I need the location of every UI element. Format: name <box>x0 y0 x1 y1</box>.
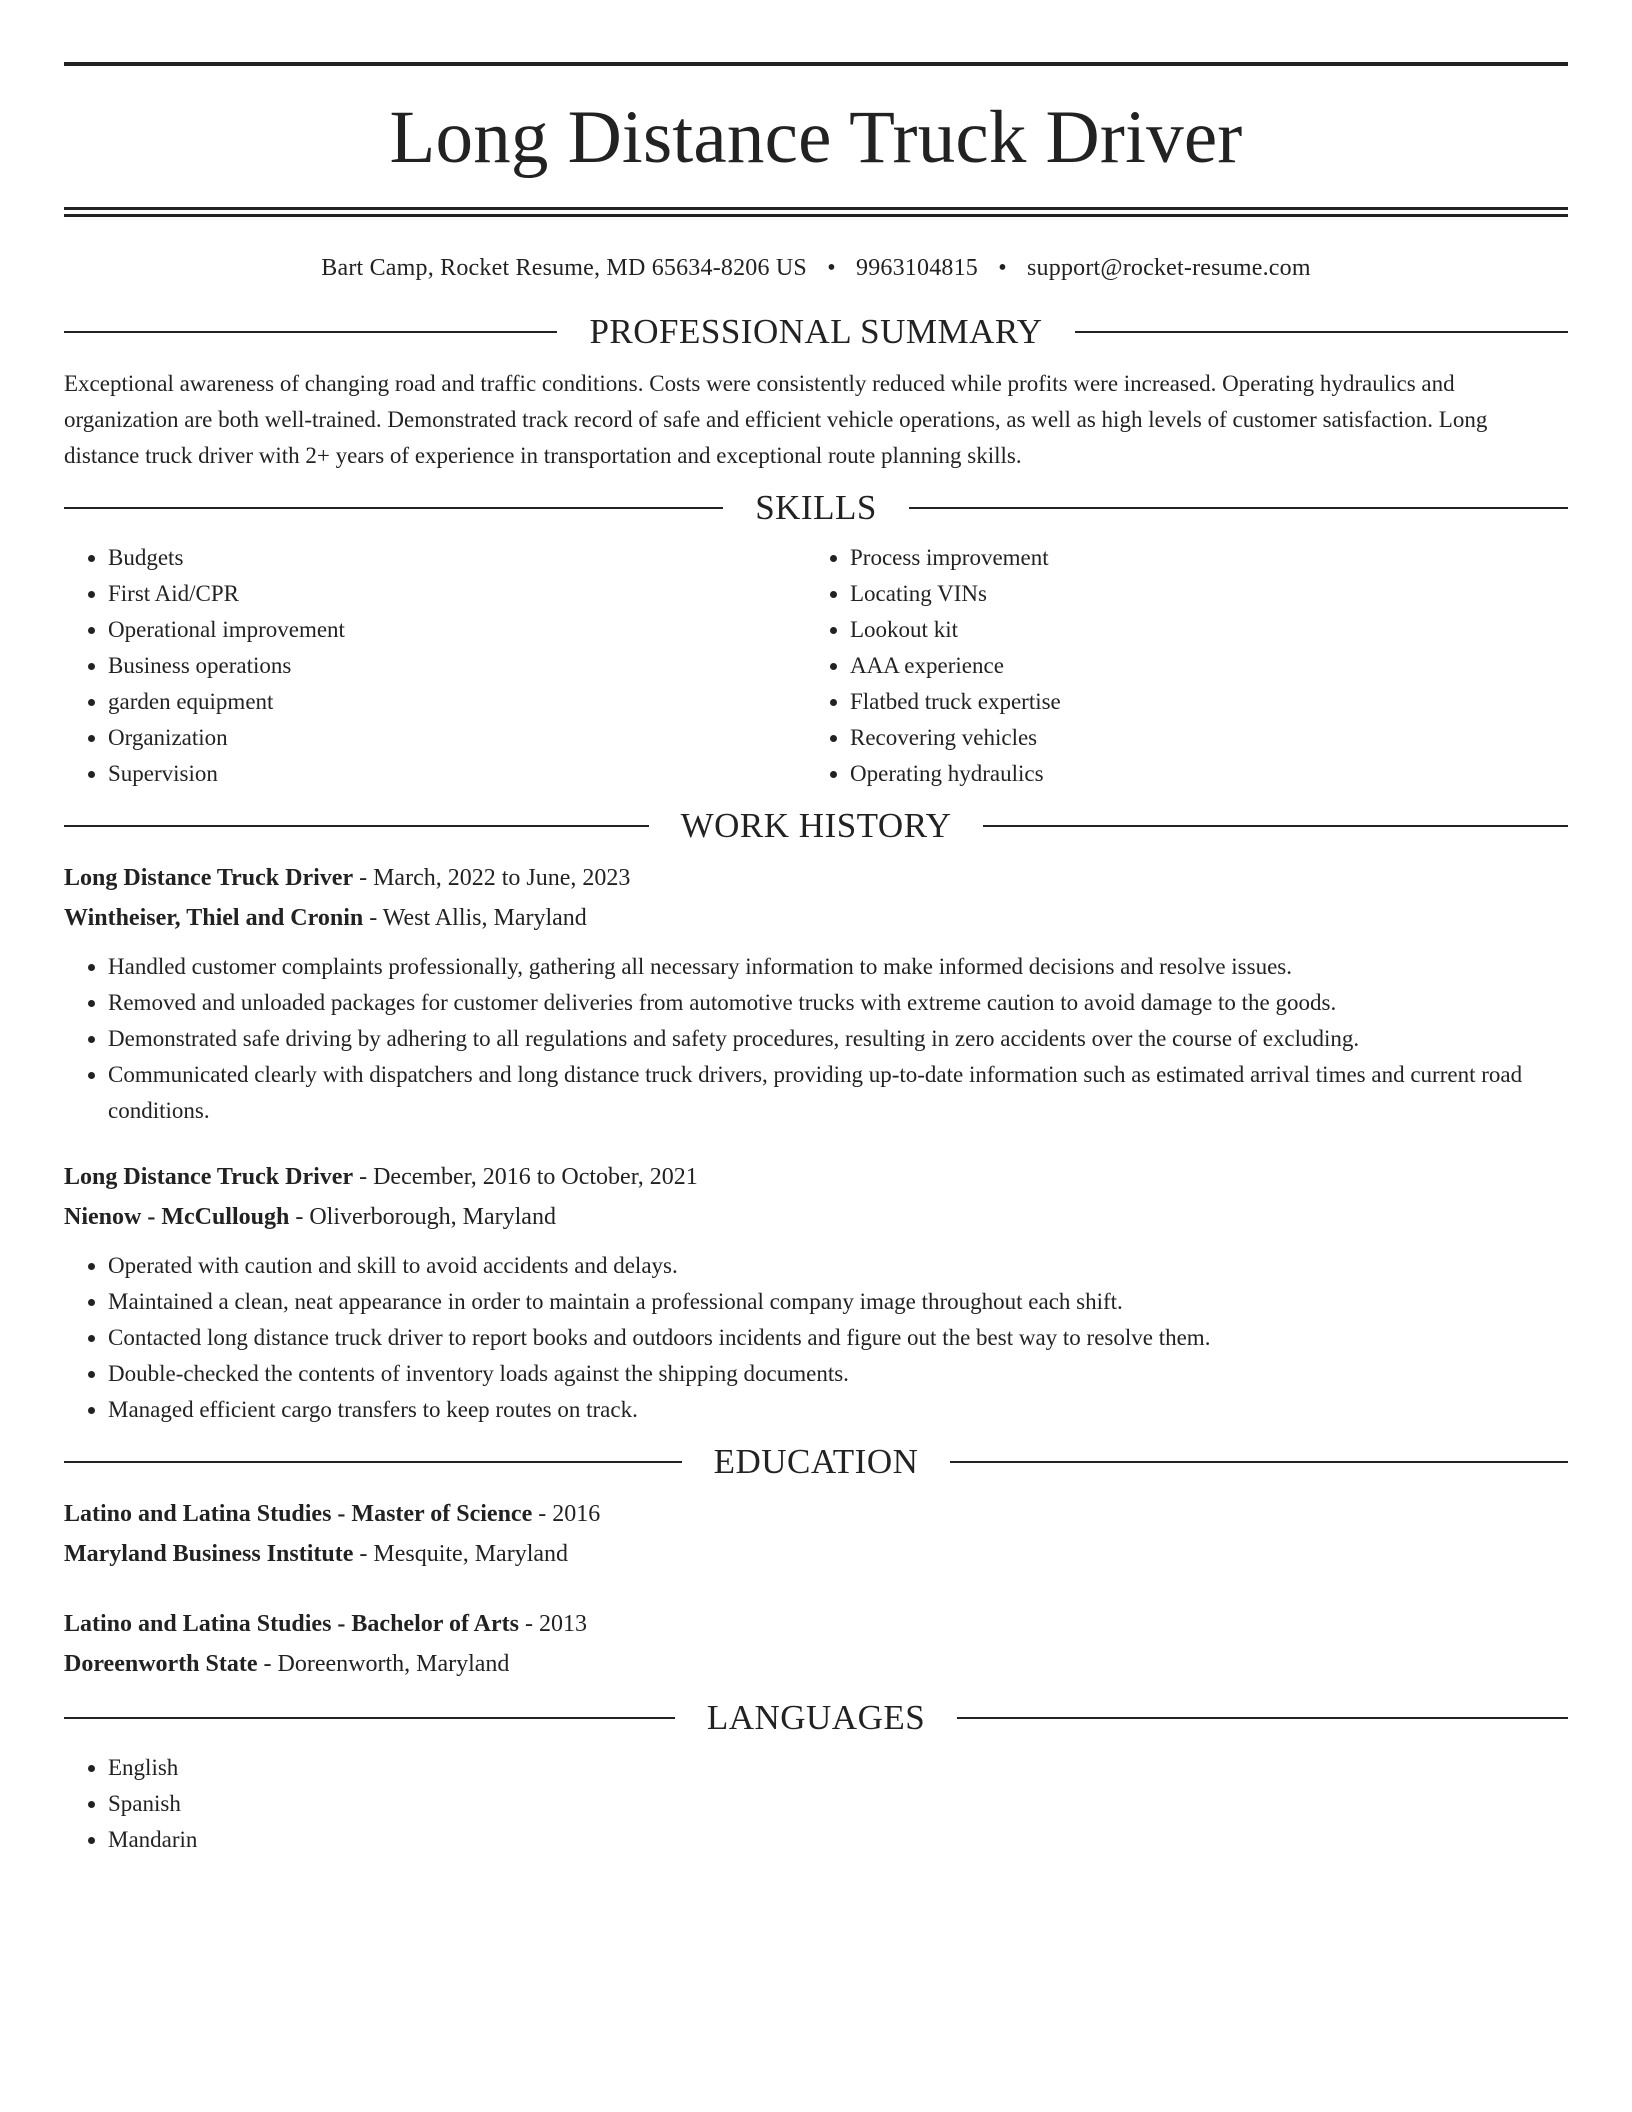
section-heading-languages <box>64 1698 1568 1738</box>
education-location: - Mesquite, Maryland <box>353 1541 569 1567</box>
skills-column-right <box>806 540 1548 792</box>
education-entry <box>64 1604 1568 1684</box>
section-heading-summary <box>64 312 1568 352</box>
job-company-line <box>64 898 1568 938</box>
education-school-line <box>64 1644 1568 1684</box>
skills-column-left <box>64 540 806 792</box>
job-company: Wintheiser, Thiel and Cronin <box>64 905 364 931</box>
skill-item: • Organization <box>108 720 806 756</box>
heading-rule <box>983 825 1568 827</box>
skills-grid <box>64 540 1568 792</box>
job-duty-item: • Handled customer complaints professionally, gathering all necessary information to make informed decisions and resolve issues. <box>108 949 1568 985</box>
skill-item: • Lookout kit <box>850 612 1548 648</box>
title-block <box>64 0 1568 217</box>
resume-page <box>64 0 1568 1858</box>
education-school: Maryland Business Institute <box>64 1541 354 1567</box>
heading-rule <box>1075 331 1568 333</box>
contact-line <box>64 255 1568 282</box>
language-item: • English <box>108 1750 1568 1786</box>
skills-list-right <box>806 540 1548 792</box>
job-duties-list <box>64 949 1568 1129</box>
job-duty-item: • Removed and unloaded packages for customer deliveries from automotive trucks with extreme caution to avoid damage to the goods. <box>108 985 1568 1021</box>
job-dates: - March, 2022 to June, 2023 <box>353 865 631 891</box>
skill-item: • AAA experience <box>850 648 1548 684</box>
title-double-rule <box>64 207 1568 217</box>
contact-separator: • <box>827 255 836 281</box>
job-title-line <box>64 858 1568 898</box>
skill-item: • Budgets <box>108 540 806 576</box>
job-entry <box>64 858 1568 1129</box>
contact-address: Bart Camp, Rocket Resume, MD 65634-8206 US <box>321 255 807 281</box>
job-title: Long Distance Truck Driver <box>64 1164 354 1190</box>
education-degree: Latino and Latina Studies - Bachelor of Arts <box>64 1611 519 1637</box>
job-duty-item: • Managed efficient cargo transfers to keep routes on track. <box>108 1392 1568 1428</box>
job-duty-item: • Operated with caution and skill to avoid accidents and delays. <box>108 1248 1568 1284</box>
education-entry <box>64 1494 1568 1574</box>
skill-item: • Supervision <box>108 756 806 792</box>
language-item: • Mandarin <box>108 1822 1568 1858</box>
heading-rule <box>64 1461 682 1463</box>
heading-rule <box>64 331 557 333</box>
job-location: - West Allis, Maryland <box>363 905 587 931</box>
section-heading-education <box>64 1442 1568 1482</box>
section-heading-label: SKILLS <box>755 488 877 527</box>
job-duties-list <box>64 1248 1568 1428</box>
job-location: - Oliverborough, Maryland <box>289 1204 556 1230</box>
section-heading-label: EDUCATION <box>713 1442 919 1481</box>
education-degree-line <box>64 1494 1568 1534</box>
section-heading-work-history <box>64 806 1568 846</box>
skill-item: • garden equipment <box>108 684 806 720</box>
skill-item: • Business operations <box>108 648 806 684</box>
contact-separator: • <box>998 255 1007 281</box>
languages-list <box>64 1750 1568 1858</box>
job-duty-item: • Communicated clearly with dispatchers and long distance truck drivers, providing up-to-date information such as estimated arrival times and current road conditions. <box>108 1057 1568 1129</box>
contact-email: support@rocket-resume.com <box>1027 255 1311 281</box>
skill-item: • Flatbed truck expertise <box>850 684 1548 720</box>
heading-rule <box>950 1461 1568 1463</box>
section-heading-label: WORK HISTORY <box>680 806 952 845</box>
heading-rule <box>64 507 723 509</box>
job-duty-item: • Demonstrated safe driving by adhering to all regulations and safety procedures, resulting in zero accidents over the course of excluding. <box>108 1021 1568 1057</box>
section-heading-label: LANGUAGES <box>706 1698 926 1737</box>
language-item: • Spanish <box>108 1786 1568 1822</box>
heading-rule <box>64 825 649 827</box>
education-year: - 2013 <box>518 1611 587 1637</box>
section-heading-label: PROFESSIONAL SUMMARY <box>589 312 1043 351</box>
resume-title: Long Distance Truck Driver <box>389 96 1243 179</box>
education-year: - 2016 <box>532 1501 601 1527</box>
skill-item: • Operational improvement <box>108 612 806 648</box>
job-company-line <box>64 1197 1568 1237</box>
job-dates: - December, 2016 to October, 2021 <box>353 1164 698 1190</box>
skill-item: • Operating hydraulics <box>850 756 1548 792</box>
education-location: - Doreenworth, Maryland <box>257 1651 510 1677</box>
education-school-line <box>64 1534 1568 1574</box>
heading-rule <box>957 1717 1568 1719</box>
job-entry <box>64 1157 1568 1428</box>
contact-phone: 9963104815 <box>856 255 978 281</box>
skill-item: • Recovering vehicles <box>850 720 1548 756</box>
heading-rule <box>909 507 1568 509</box>
skill-item: • Locating VINs <box>850 576 1548 612</box>
skills-list-left <box>64 540 806 792</box>
job-company: Nienow - McCullough <box>64 1204 290 1230</box>
job-title-line <box>64 1157 1568 1197</box>
education-degree: Latino and Latina Studies - Master of Science <box>64 1501 533 1527</box>
education-degree-line <box>64 1604 1568 1644</box>
job-duty-item: • Maintained a clean, neat appearance in order to maintain a professional company image throughout each shift. <box>108 1284 1568 1320</box>
job-duty-item: • Double-checked the contents of inventory loads against the shipping documents. <box>108 1356 1568 1392</box>
job-duty-item: • Contacted long distance truck driver to report books and outdoors incidents and figure out the best way to resolve them. <box>108 1320 1568 1356</box>
job-title: Long Distance Truck Driver <box>64 865 354 891</box>
skill-item: • Process improvement <box>850 540 1548 576</box>
heading-rule <box>64 1717 675 1719</box>
summary-text: Exceptional awareness of changing road and traffic conditions. Costs were consistently reduced while profits were increased. Operating hydraulics and organization are both well-trained. Demonstrated track record of safe and efficient vehicle operations, as well as high levels of customer satisfaction. Long distance truck driver with 2+ years of experience in transportation and exceptional route planning skills. <box>64 371 1488 468</box>
skill-item: • First Aid/CPR <box>108 576 806 612</box>
education-school: Doreenworth State <box>64 1651 258 1677</box>
section-heading-skills <box>64 488 1568 528</box>
